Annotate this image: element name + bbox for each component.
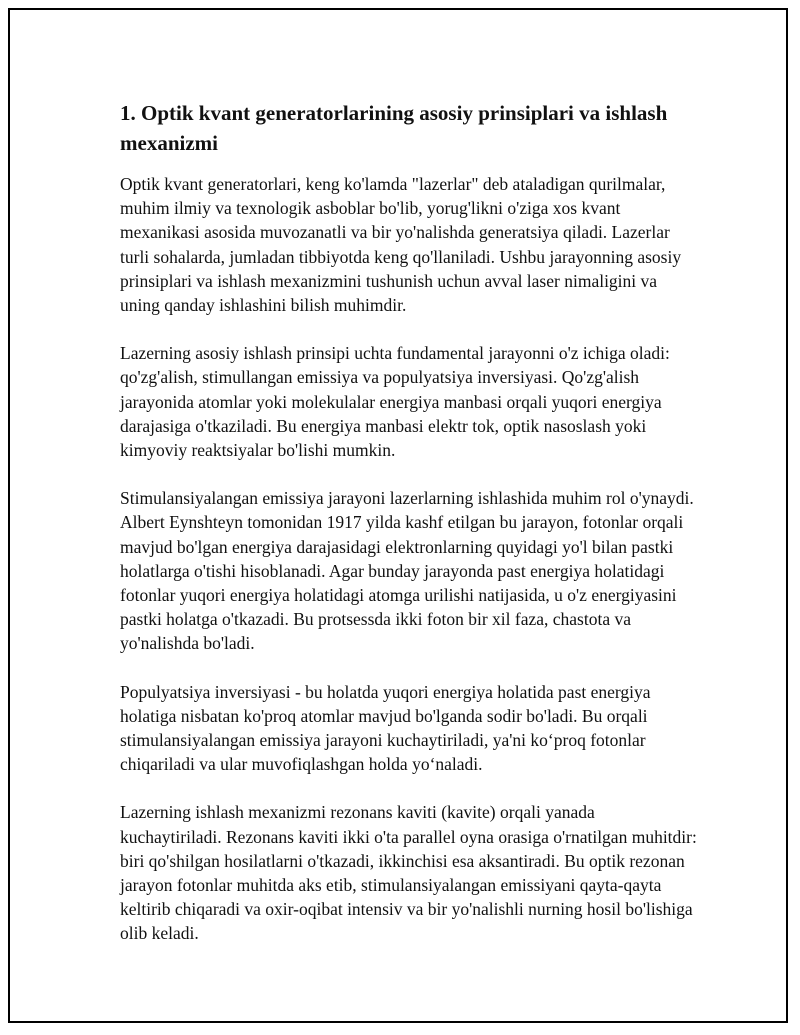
paragraph-resonant-cavity: Lazerning ishlash mexanizmi rezonans kaviti (kavite) orqali yanada kuchaytiriladi. Rezonans kaviti ikki o'ta parallel oyna orasiga o'rnatilgan muhitdir: biri qo'shilgan hosilatlarni o'tkazadi, ikkinchisi esa aksantiradi. Bu optik rezonan jarayon fotonlar muhitda aks etib, stimulansiyalangan emissiyani qayta-qayta keltirib chiqaradi va oxir-oqibat intensiv va bir yo'nalishli nurning hosil bo'lishiga olib keladi. bbox=[120, 802, 697, 944]
paragraph-principles: Lazerning asosiy ishlash prinsipi uchta fundamental jarayonni o'z ichiga oladi: qo'zg'alish, stimullangan emissiya va populyatsiya inversiyasi. Qo'zg'alish jarayonida atomlar yoki molekulalar energiya manbasi orqali yuqori energiya darajasiga o'tkaziladi. Bu energiya manbasi elektr tok, optik nasoslash yoki kimyoviy reaktsiyalar bo'lishi mumkin. bbox=[120, 343, 670, 461]
paragraph-intro: Optik kvant generatorlari, keng ko'lamda "lazerlar" deb ataladigan qurilmalar, muhim ilmiy va texnologik asboblar bo'lib, yorug'likni o'ziga xos kvant mexanikasi asosida muvozanatli va bir yo'nalishda generatsiya qiladi. Lazerlar turli sohalarda, jumladan tibbiyotda keng qo'llaniladi. Ushbu jarayonning asosiy prinsiplari va ishlash mexanizmini tushunish uchun avval laser nimaligini va uning qanday ishlashini bilish muhimdir. bbox=[120, 174, 682, 316]
paragraph-population-inversion: Populyatsiya inversiyasi - bu holatda yuqori energiya holatida past energiya holatiga nisbatan ko'proq atomlar mavjud bo'lganda sodir bo'ladi. Bu orqali stimulansiyalangan emissiya jarayoni kuchaytiriladi, ya'ni ko‘proq fotonlar chiqariladi va ular muvofiqlashgan holda yo‘naladi. bbox=[120, 681, 651, 775]
page-frame bbox=[8, 8, 788, 1023]
document-body bbox=[120, 98, 700, 970]
section-heading: 1. Optik kvant generatorlarining asosiy prinsiplari va ishlash mexanizmi bbox=[120, 101, 668, 155]
paragraph-stimulated-emission: Stimulansiyalangan emissiya jarayoni lazerlarning ishlashida muhim rol o'ynaydi. Albert Eynshteyn tomonidan 1917 yilda kashf etilgan bu jarayon, fotonlar orqali mavjud bo'lgan energiya darajasidagi elektronlarning quyidagi yo'l bilan pastki holatlarga o'tishi hisoblanadi. Agar bunday jarayonda past energiya holatidagi fotonlar yuqori energiya holatidagi atomga urilishi natijasida, u o'z energiyasini pastki holatga o'tkazadi. Bu protsessda ikki foton bir xil faza, chastota va yo'nalishda bo'ladi. bbox=[120, 488, 694, 654]
